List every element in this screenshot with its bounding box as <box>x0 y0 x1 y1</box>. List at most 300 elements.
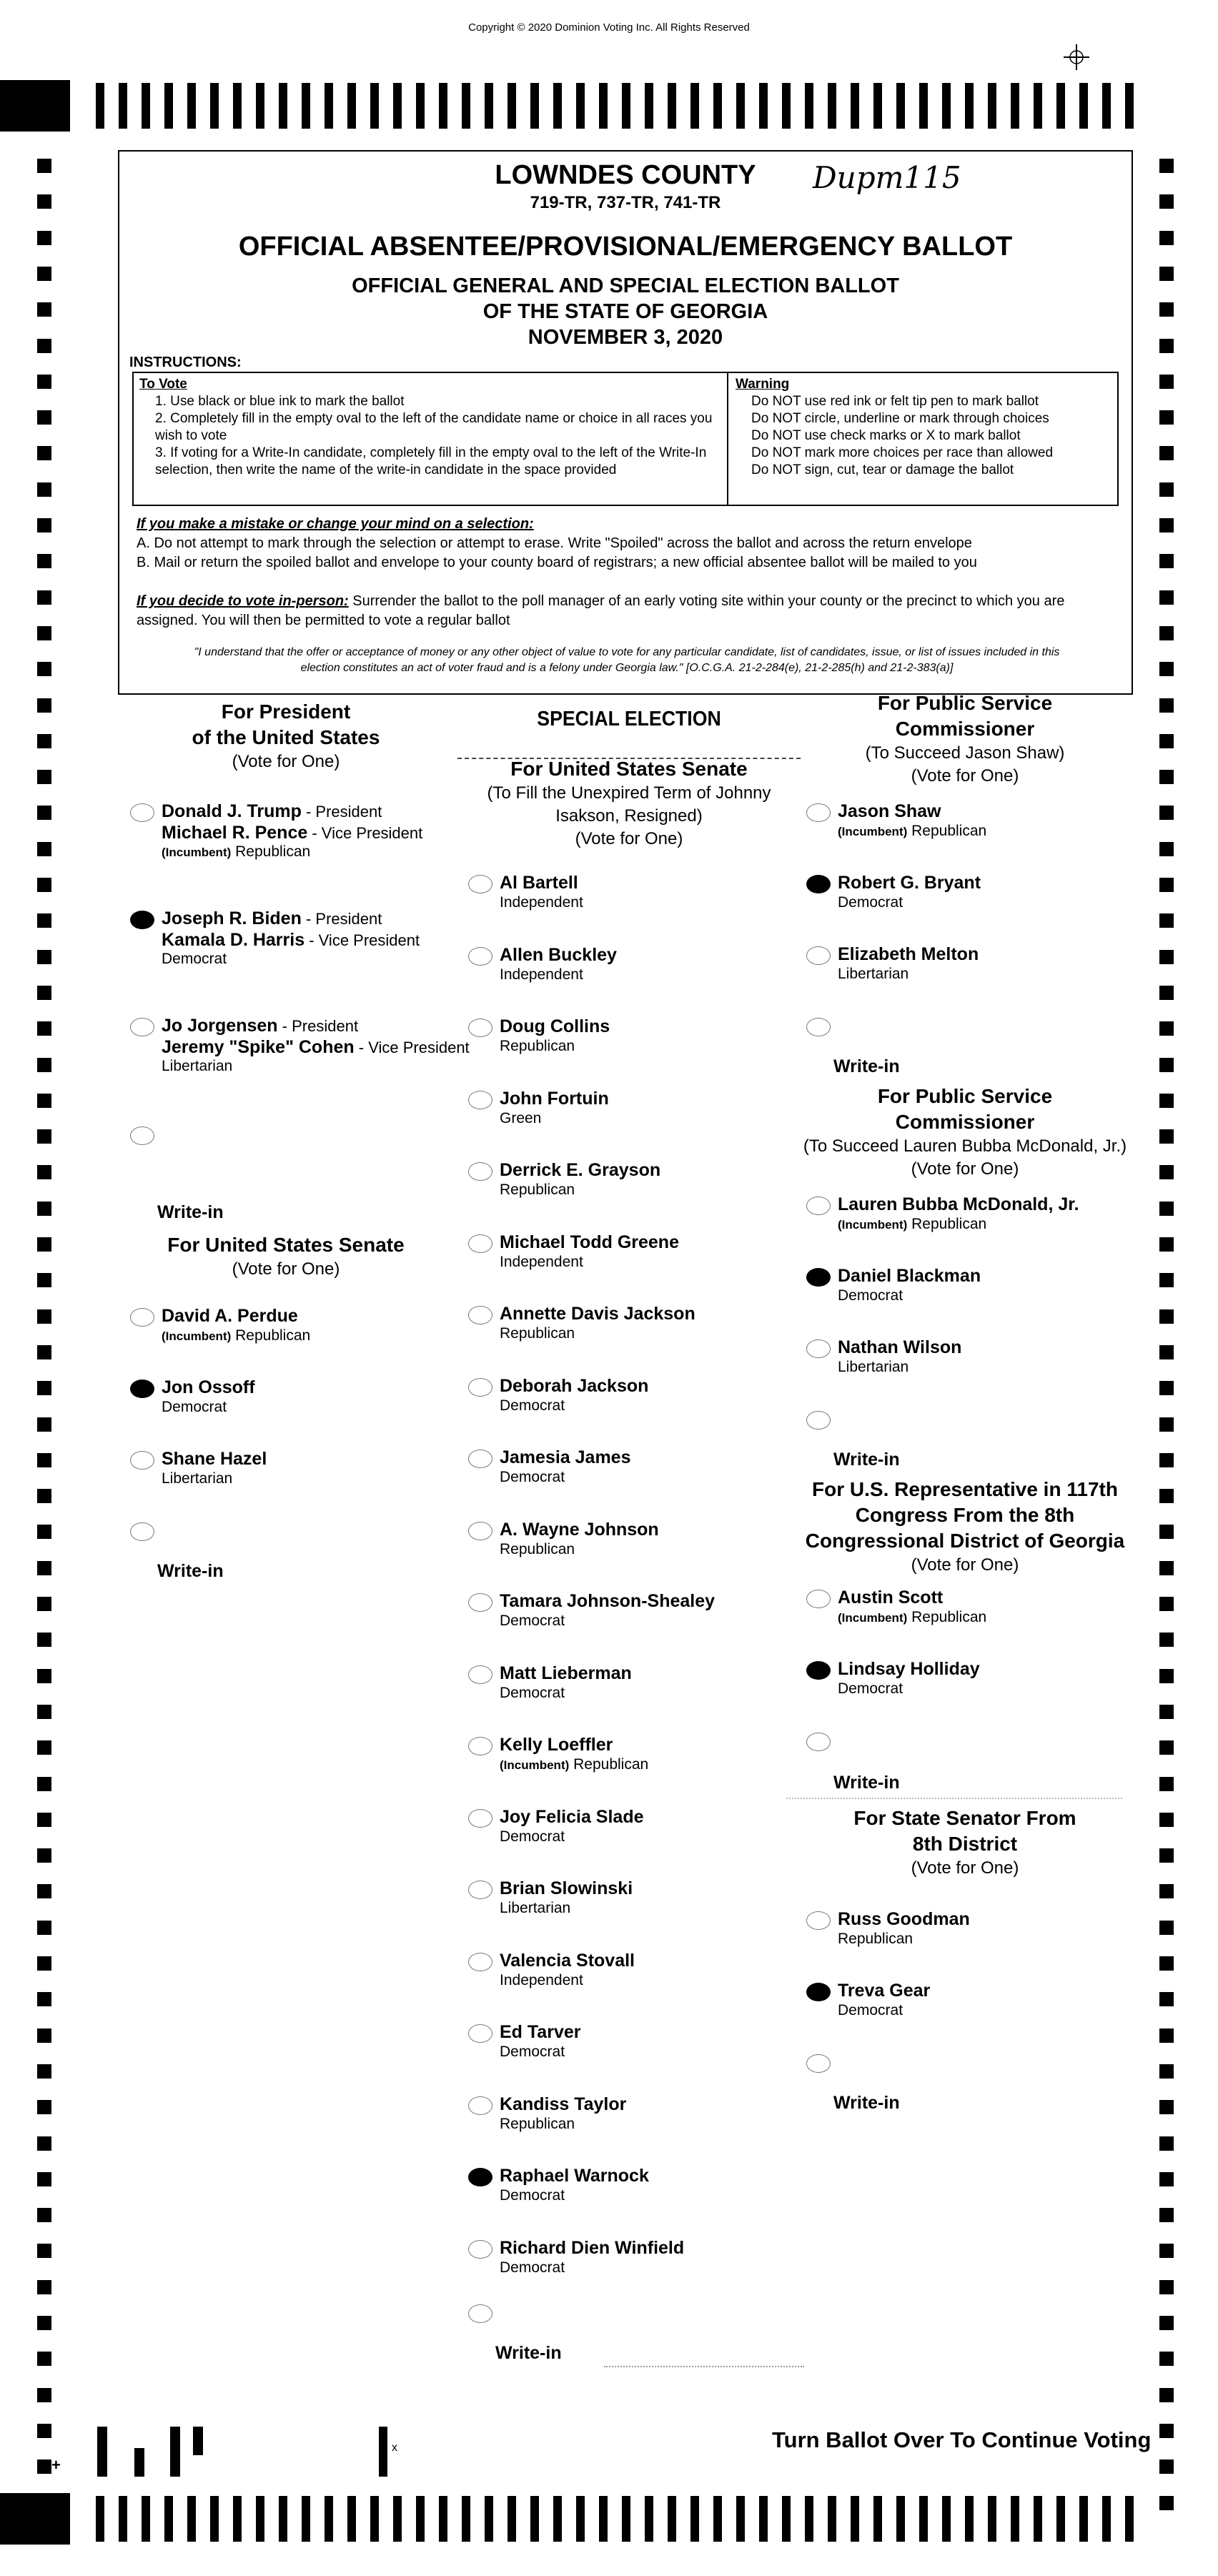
vote-oval[interactable] <box>468 1522 492 1540</box>
special-senate-candidate[interactable] <box>468 1232 783 1276</box>
candidate-party: Republican <box>838 1931 914 1947</box>
candidate-party: Republican <box>500 1540 575 1557</box>
timing-mark <box>1159 2100 1174 2114</box>
vote-oval[interactable] <box>130 1126 154 1145</box>
vote-oval[interactable] <box>806 1411 831 1430</box>
timing-mark <box>347 83 356 129</box>
candidate-name: A. Wayne Johnson <box>500 1519 659 1540</box>
candidate-name: Shane Hazel <box>162 1449 267 1469</box>
timing-mark <box>37 302 51 317</box>
special-senate-candidate[interactable] <box>468 1590 783 1635</box>
senate-contest-title <box>122 1232 450 1281</box>
special-senate-candidate[interactable] <box>468 1519 783 1563</box>
special-senate-candidate[interactable] <box>468 1088 783 1132</box>
vote-oval-filled[interactable] <box>130 911 154 929</box>
warning-title: Warning <box>736 377 790 392</box>
candidate-goodman[interactable] <box>806 1908 1121 1953</box>
candidate-name: Deborah Jackson <box>500 1375 649 1396</box>
candidate-party: Democrat <box>162 951 227 967</box>
candidate-blackman[interactable] <box>806 1265 1121 1309</box>
congress-write-in-option[interactable] <box>806 1730 835 1754</box>
vote-for-one: (Vote for One) <box>575 829 683 848</box>
timing-mark <box>1159 2244 1174 2258</box>
timing-mark <box>1011 2496 1019 2542</box>
contest-title-line: 8th District <box>912 1833 1018 1855</box>
candidate-name: Matt Lieberman <box>500 1663 632 1683</box>
ballot-title: OFFICIAL ABSENTEE/PROVISIONAL/EMERGENCY BALLOT <box>238 232 1013 262</box>
candidate-party: Democrat <box>500 2259 565 2276</box>
special-senate-contest-title <box>457 756 801 851</box>
candidate-ossoff[interactable] <box>130 1377 445 1421</box>
timing-mark <box>37 913 51 928</box>
timing-mark <box>1159 1525 1174 1539</box>
timing-mark <box>37 2100 51 2114</box>
timing-mark <box>164 83 173 129</box>
candidate-party: Democrat <box>838 2002 903 2018</box>
timing-mark <box>1159 2028 1174 2043</box>
vote-oval-filled[interactable] <box>468 2168 492 2186</box>
candidate-party: Democrat <box>500 1469 565 1485</box>
vote-oval[interactable] <box>468 1162 492 1181</box>
vote-oval[interactable] <box>468 2096 492 2115</box>
candidate-party: Libertarian <box>162 1470 233 1487</box>
senate-write-in-option[interactable] <box>130 1520 159 1544</box>
special-senate-candidate[interactable] <box>468 1375 783 1420</box>
timing-mark <box>1159 950 1174 964</box>
incumbent-label: (Incumbent) <box>838 825 908 838</box>
timing-mark <box>1159 267 1174 281</box>
vote-oval[interactable] <box>468 1881 492 1899</box>
vote-oval[interactable] <box>468 1450 492 1468</box>
candidate-name: Ed Tarver <box>500 2022 581 2042</box>
to-vote-step: 1. Use black or blue ink to mark the ballot <box>155 394 405 409</box>
timing-mark <box>1159 1237 1174 1252</box>
timing-mark <box>645 2496 653 2542</box>
timing-mark <box>851 2496 859 2542</box>
candidate-name: Valencia Stovall <box>500 1950 635 1971</box>
candidate-name: Lindsay Holliday <box>838 1659 980 1679</box>
timing-mark <box>37 662 51 676</box>
vote-oval[interactable] <box>468 1665 492 1684</box>
candidate-perdue[interactable] <box>130 1305 445 1349</box>
precinct-codes: 719-TR, 737-TR, 741-TR <box>530 193 721 212</box>
timing-mark <box>37 482 51 497</box>
timing-mark <box>37 1921 51 1935</box>
timing-mark <box>37 2388 51 2402</box>
timing-mark <box>1159 1777 1174 1791</box>
write-in-label: Write-in <box>833 1773 900 1793</box>
timing-mark <box>690 2496 699 2542</box>
special-senate-candidate[interactable] <box>468 1806 783 1851</box>
candidate-party: (Incumbent) Republican <box>500 1756 649 1773</box>
vote-oval[interactable] <box>806 1197 831 1215</box>
candidate-name: Doug Collins <box>500 1016 610 1036</box>
timing-mark <box>873 83 882 129</box>
legal-line: "I understand that the offer or acceptance of money or any other object of value to vote for any particular candidate, list of candidates, issue, or list of issues included in this <box>194 646 1060 658</box>
psc-shaw-contest-title <box>797 690 1133 788</box>
timing-mark <box>164 2496 173 2542</box>
write-in-label: Write-in <box>157 1561 224 1581</box>
candidate-party: Republican <box>500 1182 575 1198</box>
vote-oval[interactable] <box>130 1522 154 1541</box>
vote-oval[interactable] <box>130 1018 154 1036</box>
timing-mark <box>1159 878 1174 892</box>
timing-mark <box>988 83 996 129</box>
timing-mark <box>37 1992 51 2006</box>
vote-oval[interactable] <box>468 1378 492 1397</box>
timing-mark <box>1159 1921 1174 1935</box>
incumbent-label: (Incumbent) <box>500 1758 570 1772</box>
ballot-subtitle-state: OF THE STATE OF GEORGIA <box>482 300 768 323</box>
vote-oval[interactable] <box>468 1091 492 1109</box>
timing-mark <box>759 2496 768 2542</box>
timing-mark <box>1159 2496 1174 2510</box>
timing-mark <box>1159 339 1174 353</box>
instructions-box <box>132 372 1119 506</box>
timing-mark <box>37 1345 51 1359</box>
candidate-name: Daniel Blackman <box>838 1266 981 1286</box>
timing-mark <box>37 410 51 425</box>
candidate-party: Republican <box>500 1325 575 1342</box>
timing-mark <box>736 83 745 129</box>
candidate-party: Democrat <box>500 1397 565 1414</box>
candidate-name: Kelly Loeffler <box>500 1735 613 1755</box>
timing-mark <box>828 2496 836 2542</box>
vote-oval-filled[interactable] <box>806 1268 831 1287</box>
candidate-name: Tamara Johnson-Shealey <box>500 1591 716 1611</box>
in-person-text: Surrender the ballot to the poll manager of an early voting site within your county or the precinct to which you are assigned. You will then be permitted to vote a regular ballot <box>137 593 1065 628</box>
candidate-scott[interactable] <box>806 1587 1121 1631</box>
vote-oval[interactable] <box>806 1018 831 1036</box>
vote-oval-filled[interactable] <box>806 875 831 893</box>
vote-oval[interactable] <box>806 946 831 965</box>
timing-mark <box>37 518 51 532</box>
candidate-name: Jon Ossoff <box>162 1377 255 1397</box>
timing-mark <box>599 83 608 129</box>
candidate-hazel[interactable] <box>130 1448 445 1492</box>
candidate-name: Al Bartell <box>500 873 578 893</box>
timing-mark <box>1159 770 1174 784</box>
vote-oval-filled[interactable] <box>130 1379 154 1398</box>
timing-mark <box>1159 2280 1174 2294</box>
timing-mark <box>37 770 51 784</box>
vote-for-one: (Vote for One) <box>911 1159 1019 1179</box>
mistake-title: If you make a mistake or change your mind on a selection: <box>137 516 534 532</box>
special-senate-candidate[interactable] <box>468 1663 783 1707</box>
timing-mark <box>1102 83 1111 129</box>
timing-mark <box>37 2064 51 2079</box>
timing-mark <box>37 2424 51 2438</box>
timing-mark <box>1159 2316 1174 2330</box>
candidate-trump-pence[interactable] <box>130 801 445 865</box>
timing-mark <box>210 2496 219 2542</box>
timing-mark <box>187 2496 196 2542</box>
candidate-party: Republican <box>231 1327 311 1344</box>
candidate-shaw[interactable] <box>806 801 1121 845</box>
candidate-role: - President <box>301 910 382 928</box>
vote-oval[interactable] <box>468 1234 492 1253</box>
candidate-bryant[interactable] <box>806 872 1121 916</box>
timing-mark <box>1159 2208 1174 2222</box>
timing-mark <box>645 83 653 129</box>
candidate-name: Annette Davis Jackson <box>500 1304 695 1324</box>
candidate-name: Russ Goodman <box>838 1909 970 1929</box>
vote-oval[interactable] <box>468 1593 492 1612</box>
candidate-name: Austin Scott <box>838 1587 944 1607</box>
timing-mark <box>37 231 51 245</box>
president-contest-title <box>122 699 450 773</box>
vote-oval[interactable] <box>806 1339 831 1358</box>
timing-mark <box>1034 83 1042 129</box>
timing-mark <box>37 950 51 964</box>
timing-mark <box>1102 2496 1111 2542</box>
timing-mark <box>873 2496 882 2542</box>
timing-mark <box>599 2496 608 2542</box>
ballot-style-code-bars <box>50 2427 422 2477</box>
running-mate-name: Michael R. Pence <box>162 823 308 843</box>
bottom-timing-bar <box>0 2493 1144 2545</box>
timing-mark <box>370 2496 379 2542</box>
timing-mark <box>1159 1345 1174 1359</box>
special-senate-candidate[interactable] <box>468 872 783 916</box>
to-vote-step: 3. If voting for a Write-In candidate, completely fill in the empty oval to the left of the Write-In selection, then write the name of the write-in candidate in the space provided <box>155 445 707 477</box>
timing-mark <box>37 339 51 353</box>
candidate-jorgensen-cohen[interactable] <box>130 1015 470 1079</box>
to-vote-step: 2. Completely fill in the empty oval to the left of the candidate name or choice in all races you wish to vote <box>155 411 713 443</box>
timing-mark <box>142 83 150 129</box>
timing-mark <box>1159 1561 1174 1575</box>
candidate-party: Libertarian <box>838 1359 909 1375</box>
candidate-biden-harris[interactable] <box>130 908 445 972</box>
candidate-party: Libertarian <box>838 966 909 982</box>
special-senate-candidate[interactable] <box>468 1016 783 1060</box>
incumbent-label: (Incumbent) <box>162 846 232 859</box>
special-senate-candidate[interactable] <box>468 2094 783 2138</box>
timing-mark <box>1159 1165 1174 1179</box>
write-in-line <box>604 2366 804 2367</box>
timing-mark <box>37 2316 51 2330</box>
timing-mark <box>1159 1705 1174 1719</box>
candidate-gear[interactable] <box>806 1980 1121 2024</box>
warning-item: Do NOT circle, underline or mark through choices <box>751 411 1049 426</box>
special-senate-candidate[interactable] <box>468 944 783 989</box>
timing-mark <box>37 1021 51 1036</box>
special-election-header: SPECIAL ELECTION <box>537 708 721 730</box>
timing-mark <box>1125 83 1134 129</box>
timing-mark <box>828 83 836 129</box>
special-senate-candidate[interactable] <box>468 1950 783 1994</box>
timing-mark <box>37 2244 51 2258</box>
timing-mark <box>1159 2064 1174 2079</box>
candidate-name: Donald J. Trump <box>162 801 302 821</box>
vote-oval[interactable] <box>130 803 154 822</box>
vote-oval[interactable] <box>468 1809 492 1828</box>
vote-oval[interactable] <box>130 1308 154 1327</box>
vote-oval[interactable] <box>468 1953 492 1971</box>
contest-title-line: For State Senator From <box>853 1807 1076 1829</box>
timing-mark <box>1159 1381 1174 1395</box>
candidate-party: Republican <box>907 823 987 839</box>
timing-mark <box>1159 2172 1174 2186</box>
timing-mark <box>530 2496 539 2542</box>
special-senate-candidate[interactable] <box>468 2021 783 2066</box>
code-mark: x <box>392 2442 397 2454</box>
vote-oval[interactable] <box>468 875 492 893</box>
candidate-name: Robert G. Bryant <box>838 873 981 893</box>
timing-mark <box>37 2459 51 2474</box>
timing-mark <box>302 2496 310 2542</box>
candidate-wilson[interactable] <box>806 1337 1121 1381</box>
candidate-party: Independent <box>500 894 583 911</box>
incumbent-label: (Incumbent) <box>162 1329 232 1343</box>
vote-oval[interactable] <box>468 2240 492 2259</box>
vote-oval-filled[interactable] <box>806 1661 831 1680</box>
timing-mark <box>37 842 51 856</box>
timing-mark <box>1159 1453 1174 1467</box>
timing-mark <box>1159 302 1174 317</box>
candidate-party: Republican <box>500 1038 575 1054</box>
psc-shaw-write-in-option[interactable] <box>806 1015 835 1039</box>
candidate-name: Joseph R. Biden <box>162 908 302 928</box>
president-write-in-option[interactable] <box>130 1124 159 1148</box>
candidate-name: Jamesia James <box>500 1447 631 1467</box>
vote-oval-filled[interactable] <box>806 1983 831 2001</box>
voter-fraud-notice <box>127 645 1127 676</box>
candidate-name: Derrick E. Grayson <box>500 1160 661 1180</box>
candidate-party: Independent <box>500 1253 583 1270</box>
vote-oval[interactable] <box>130 1451 154 1470</box>
timing-mark <box>416 2496 425 2542</box>
special-senate-write-in-option[interactable] <box>468 2302 497 2326</box>
timing-mark <box>1159 1489 1174 1503</box>
candidate-role: - President <box>301 803 382 821</box>
timing-mark <box>1159 159 1174 173</box>
vote-oval[interactable] <box>468 947 492 966</box>
timing-mark <box>622 2496 630 2542</box>
timing-mark <box>576 2496 585 2542</box>
vote-oval[interactable] <box>806 1590 831 1608</box>
timing-mark <box>553 83 562 129</box>
state-senate-write-in-option[interactable] <box>806 2051 835 2076</box>
crosshair-registration-icon <box>1064 44 1089 70</box>
special-senate-candidate[interactable] <box>468 1303 783 1347</box>
timing-mark <box>1159 1417 1174 1432</box>
candidate-mcdonald[interactable] <box>806 1194 1121 1238</box>
timing-mark <box>508 2496 516 2542</box>
vote-oval[interactable] <box>806 803 831 822</box>
contest-title-line: Congress From the 8th <box>855 1504 1075 1526</box>
special-senate-candidate[interactable] <box>468 2165 783 2209</box>
timing-mark <box>1159 1848 1174 1863</box>
vote-oval[interactable] <box>806 1733 831 1751</box>
vote-oval[interactable] <box>468 2024 492 2043</box>
timing-mark <box>1159 698 1174 713</box>
candidate-name: Brian Slowinski <box>500 1878 633 1898</box>
vote-oval[interactable] <box>806 1911 831 1930</box>
candidate-name: David A. Perdue <box>162 1306 298 1326</box>
timing-mark <box>1159 1740 1174 1755</box>
candidate-melton[interactable] <box>806 943 1121 988</box>
timing-mark <box>393 83 402 129</box>
candidate-party: Democrat <box>838 1680 903 1697</box>
special-senate-candidate[interactable] <box>468 1878 783 1922</box>
timing-mark <box>1159 913 1174 928</box>
timing-mark <box>988 2496 996 2542</box>
vote-oval[interactable] <box>468 1019 492 1037</box>
contest-subtitle: (To Fill the Unexpired Term of Johnny <box>487 783 771 803</box>
vote-for-one: (Vote for One) <box>232 752 340 771</box>
vote-for-one: (Vote for One) <box>232 1259 340 1279</box>
timing-mark <box>1159 1021 1174 1036</box>
special-senate-candidate[interactable] <box>468 1734 783 1778</box>
candidate-party: Democrat <box>838 1287 903 1304</box>
vote-oval[interactable] <box>468 1737 492 1755</box>
timing-mark <box>1125 2496 1134 2542</box>
timing-mark <box>919 2496 928 2542</box>
timing-mark <box>851 83 859 129</box>
candidate-holliday[interactable] <box>806 1658 1121 1703</box>
timing-mark <box>37 2208 51 2222</box>
timing-mark <box>1159 518 1174 532</box>
candidate-party: Republican <box>907 1609 987 1625</box>
contest-subtitle: (To Succeed Jason Shaw) <box>865 743 1065 763</box>
vote-oval[interactable] <box>468 1306 492 1324</box>
mistake-step-a: A. Do not attempt to mark through the selection or attempt to erase. Write "Spoiled" across the ballot and across the return envelope <box>137 535 972 551</box>
psc-mcdonald-write-in-option[interactable] <box>806 1408 835 1432</box>
warning-item: Do NOT use check marks or X to mark ballot <box>751 428 1021 443</box>
timing-mark <box>37 194 51 209</box>
candidate-party: Independent <box>500 1971 583 1988</box>
timing-mark <box>393 2496 402 2542</box>
vote-for-one: (Vote for One) <box>911 1555 1019 1575</box>
timing-mark <box>1159 194 1174 209</box>
timing-mark <box>622 83 630 129</box>
timing-mark <box>690 83 699 129</box>
contest-divider <box>786 1798 1122 1799</box>
timing-mark <box>37 1417 51 1432</box>
timing-mark <box>37 1848 51 1863</box>
vote-oval[interactable] <box>806 2054 831 2073</box>
timing-mark <box>1159 1956 1174 1971</box>
special-senate-candidate[interactable] <box>468 1159 783 1204</box>
candidate-name: Treva Gear <box>838 1981 931 2001</box>
candidate-name: Michael Todd Greene <box>500 1232 679 1252</box>
timing-mark <box>439 2496 447 2542</box>
timing-mark <box>96 2496 104 2542</box>
contest-title-line: For Public Service <box>877 1085 1053 1107</box>
contest-title-line: of the United States <box>192 726 380 748</box>
candidate-party: Republican <box>231 843 311 860</box>
special-senate-candidate[interactable] <box>468 1447 783 1491</box>
running-mate-name: Jeremy "Spike" Cohen <box>162 1037 355 1057</box>
timing-mark <box>1159 375 1174 389</box>
timing-mark <box>37 159 51 173</box>
candidate-party: Green <box>500 1109 542 1126</box>
timing-mark <box>1159 1992 1174 2006</box>
vote-oval[interactable] <box>468 2304 492 2323</box>
to-vote-section <box>139 376 722 479</box>
special-senate-candidate[interactable] <box>468 2237 783 2282</box>
psc-mcdonald-contest-title <box>797 1084 1133 1181</box>
timing-mark <box>896 2496 905 2542</box>
timing-mark <box>1159 1884 1174 1898</box>
copyright-notice: Copyright © 2020 Dominion Voting Inc. All Rights Reserved <box>468 21 750 34</box>
timing-mark <box>1159 1597 1174 1611</box>
candidate-name: Jo Jorgensen <box>162 1016 278 1036</box>
timing-mark <box>1159 2352 1174 2366</box>
timing-mark <box>37 1273 51 1287</box>
timing-mark <box>782 2496 791 2542</box>
